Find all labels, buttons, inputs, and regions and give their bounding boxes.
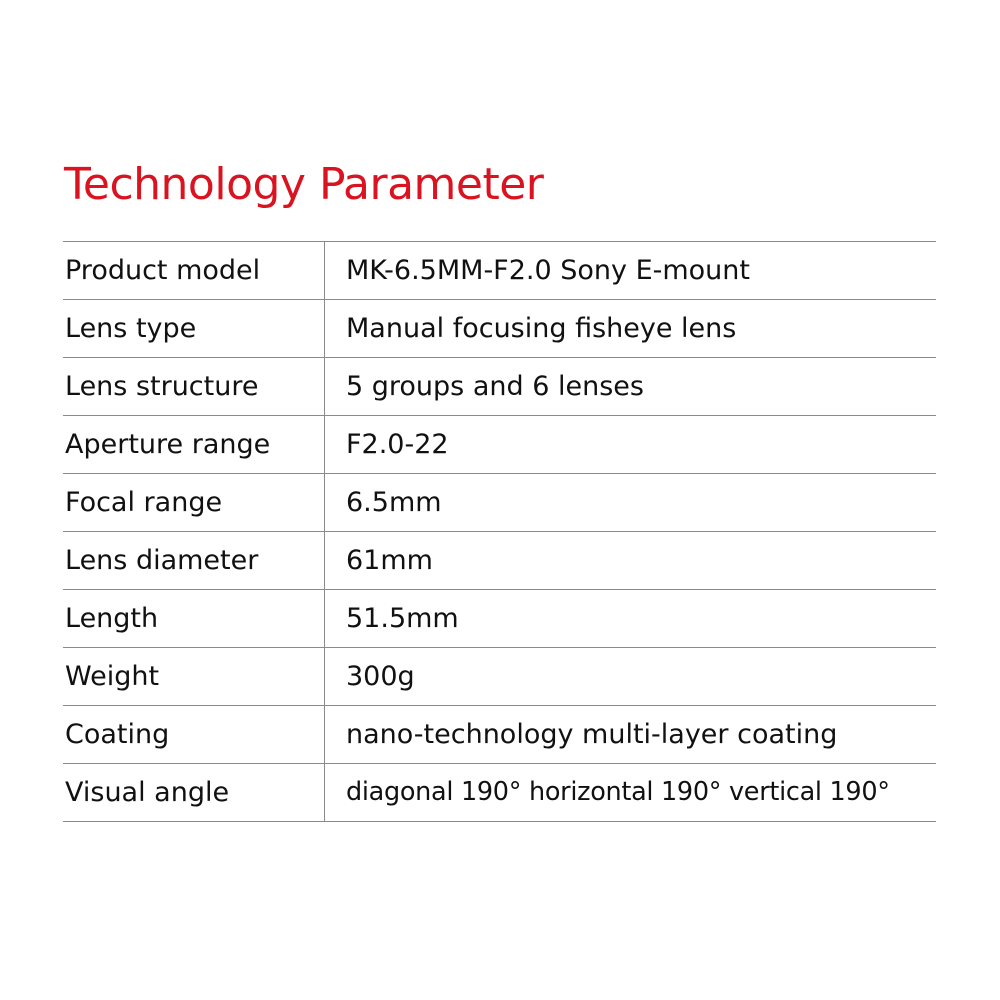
table-row bbox=[63, 532, 936, 590]
table-row bbox=[63, 474, 936, 532]
spec-value: MK-6.5MM-F2.0 Sony E-mount bbox=[346, 255, 750, 286]
spec-label: Length bbox=[63, 590, 325, 648]
spec-value: 51.5mm bbox=[346, 603, 459, 634]
spec-label: Aperture range bbox=[63, 416, 325, 474]
spec-label: Focal range bbox=[63, 474, 325, 532]
spec-label: Coating bbox=[63, 706, 325, 764]
table-row bbox=[63, 590, 936, 648]
spec-label: Lens diameter bbox=[63, 532, 325, 590]
spec-value: 5 groups and 6 lenses bbox=[346, 371, 644, 402]
spec-value: F2.0-22 bbox=[346, 429, 449, 460]
spec-label: Lens structure bbox=[63, 358, 325, 416]
table-row bbox=[63, 706, 936, 764]
table-row bbox=[63, 242, 936, 300]
spec-table bbox=[63, 241, 936, 822]
table-row bbox=[63, 416, 936, 474]
spec-value: 6.5mm bbox=[346, 487, 442, 518]
spec-value: nano-technology multi-layer coating bbox=[346, 719, 838, 750]
table-row bbox=[63, 300, 936, 358]
spec-label: Lens type bbox=[63, 300, 325, 358]
spec-label: Weight bbox=[63, 648, 325, 706]
spec-label: Visual angle bbox=[63, 764, 325, 822]
spec-value: 61mm bbox=[346, 545, 433, 576]
table-row bbox=[63, 648, 936, 706]
table-row bbox=[63, 764, 936, 822]
spec-label: Product model bbox=[63, 242, 325, 300]
spec-value: 300g bbox=[346, 661, 415, 692]
table-row bbox=[63, 358, 936, 416]
spec-value: diagonal 190° horizontal 190° vertical 190° bbox=[346, 777, 890, 807]
spec-value: Manual focusing fisheye lens bbox=[346, 313, 737, 344]
page-title: Technology Parameter bbox=[64, 159, 544, 210]
